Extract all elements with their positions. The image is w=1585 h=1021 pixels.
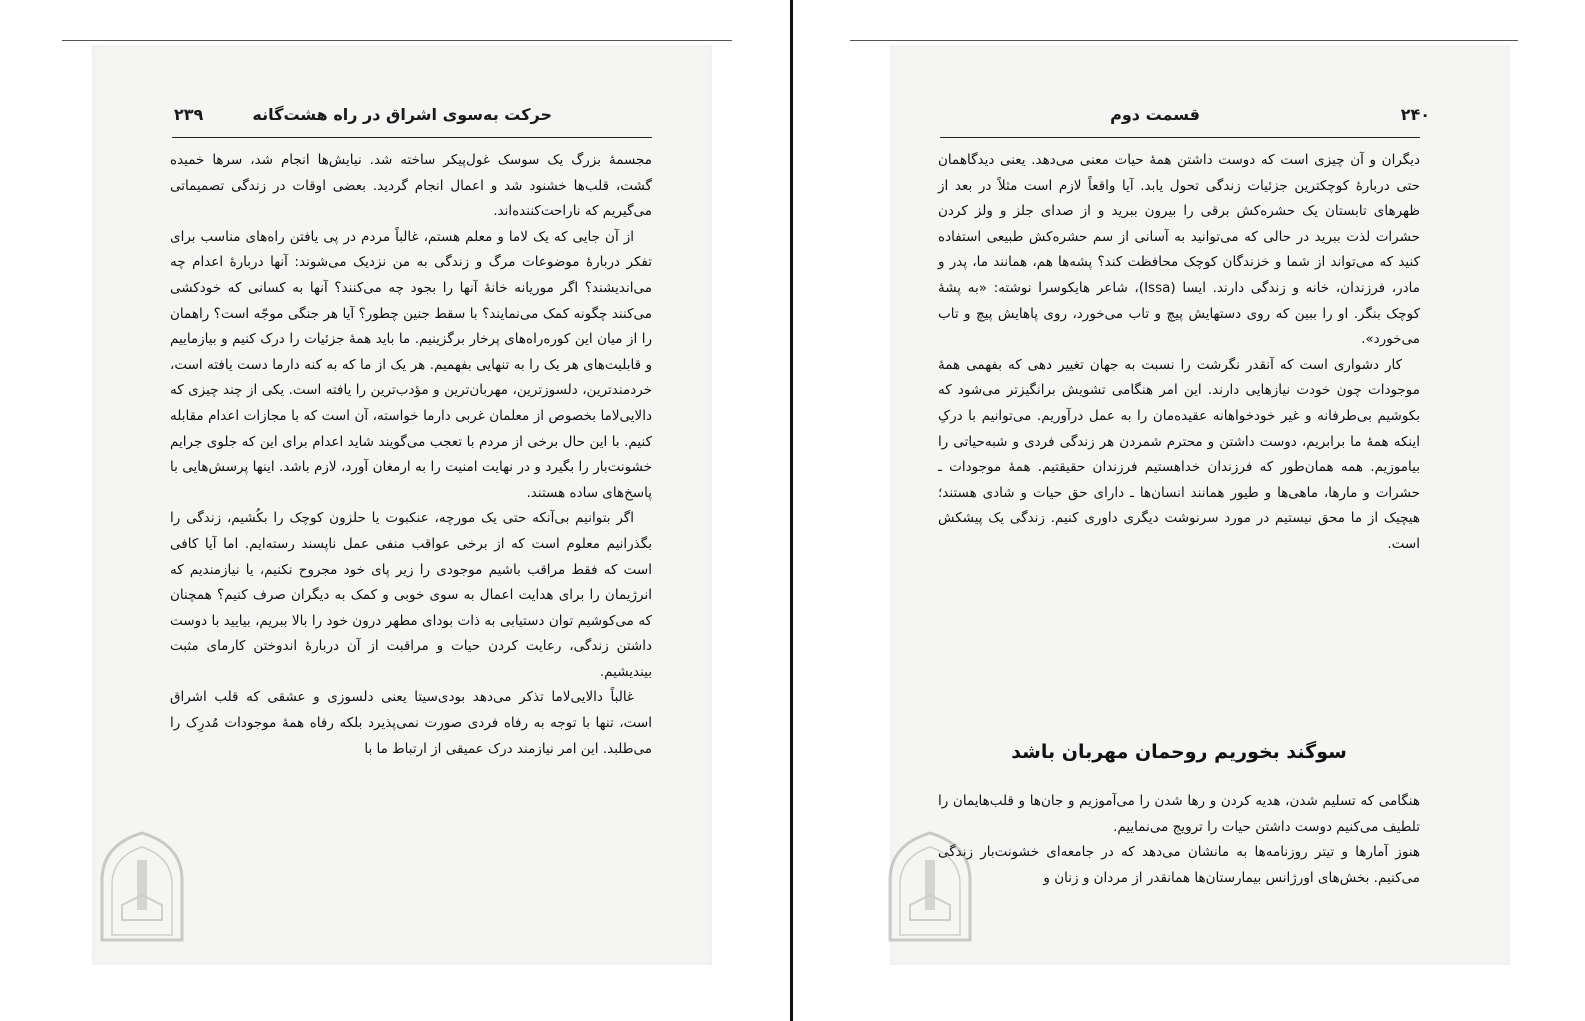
right-paragraph-2: کار دشواری است که آنقدر نگرشت را نسبت به جهان تغییر دهی که بفهمی همهٔ موجودات چون خودت نیازهایی دارند. این امر هنگامی تشویش برانگیزتر می‌شود که بکوشیم بی‌طرفانه و غیر خودخواهانه عقیده‌مان را به عمل درآوریم. می‌توانیم با درکِ اینکه همهٔ ما برابریم، دوست داشتن و محترم شمردن هر زندگی فردی و شبه‌حیاتی را بیاموزیم. همه همان‌طور که فرزندان خداهستیم فرزندان حقیقتیم. همهٔ موجودات ـ حشرات و مارها، ماهی‌ها و طیور همانند انسان‌ها ـ دارای حق حیات و شادی هستند؛ هیچیک از ما محق نیستیم در مورد سرنوشت دیگری داوری کنیم. زندگی یک پیشکش است. (938, 356, 1420, 552)
left-paragraph-4: غالباً دالایی‌لاما تذکر می‌دهد بودی‌سیتا یعنی دلسوزی و عشقی که قلب اشراق است، تنها با توجه به رفاه فردی صورت نمی‌پذیرد بلکه رفاه همهٔ موجودات مُدرِک را می‌طلبد. این امر نیازمند درک عمیقی از ارتباط ما با (170, 689, 652, 757)
left-page-title: حرکت به‌سوی اشراق در راه هشت‌گانه (252, 105, 552, 124)
right-header-rule (940, 137, 1420, 138)
right-top-rule (850, 40, 1518, 41)
left-page-number: ۲۳۹ (174, 105, 204, 124)
library-seal-watermark (92, 825, 192, 945)
right-page (890, 45, 1510, 965)
left-paragraph-1: مجسمهٔ بزرگ یک سوسک غول‌پیکر ساخته شد. نیایش‌ها انجام شد، سرها خمیده گشت، قلب‌ها خشنود شد و اعمال انجام گردید. بعضی اوقات در زندگی تصمیماتی می‌گیریم که ناراحت‌کننده‌اند. (170, 152, 652, 220)
left-page (92, 45, 712, 965)
section-body (938, 789, 1420, 891)
right-paragraph-1: دیگران و آن چیزی است که دوست داشتن همهٔ حیات معنی می‌دهد. یعنی دیدگاهمان حتی دربارهٔ کوچکترین جزئیات زندگی تحول یابد. آیا واقعاً لازم است مثلاً در بعد از ظهرهای تابستان یک حشره‌کش برقی را بیرون ببرید و از صدای جلز و ولز کردن حشرات لذت ببرید در حالی که می‌توانید به آسانی از سم حشره‌کش طبیعی استفاده کنید که می‌تواند از شما و خزندگان کوچک محافظت کند؟ پشه‌ها هم، همانند ما، پدر و مادر، فرزندان، خانه و زندگی دارند. ایسا (Issa)، شاعر هایکوسرا نوشته: «به پشهٔ کوچک بنگر. او را ببین که روی دستهایش پیچ و تاب می‌خورد، روی پاهایش پیچ و تاب می‌خورد». (938, 152, 1421, 348)
section-paragraph-1: هنگامی که تسلیم شدن، هدیه کردن و رها شدن را می‌آموزیم و جان‌ها و قلب‌هایمان را تلطیف می‌کنیم دوست داشتن حیات را ترویج می‌نماییم. (938, 793, 1420, 835)
left-paragraph-2: از آن جایی که یک لاما و معلم هستم، غالباً مردم در پی یافتن راه‌های مناسب برای تفکر دربارهٔ موضوعات مرگ و زندگی به من نزدیک می‌شوند: آنها دربارهٔ اعدام چه می‌اندیشند؟ اگر موریانه خانهٔ آنها را بجود چه می‌کنند؟ آنها به کسانی که خودکشی می‌کنند چگونه کمک می‌نمایند؟ با سقط جنین چطور؟ آیا هر جنگی موجّه است؟ راهمان را از میان این کوره‌راه‌های پرخار برگزینیم. ما باید همهٔ جزئیات را درک کنیم و بیازماییم و قابلیت‌های هر یک را به تنهایی بفهمیم. هر یک از ما که به کنه دارما دست یافته است، خردمندترین، دلسوزترین، مهربان‌ترین و مؤدب‌ترین را یافته است. یکی از چند چیزی که دالایی‌لاما بخصوص از معلمان غربی دارما خواسته، آن است که با مجازات اعدام مقابله کنیم. با این حال برخی از مردم با تعجب می‌گویند شاید اعدام برای این که جلوی جرایم خشونت‌بار را بگیرد و در نهایت امنیت را به ارمغان آورد، لازم باشد. اینها پرسش‌هایی با پاسخ‌های ساده هستند. (170, 228, 652, 501)
left-paragraph-3: اگر بتوانیم بی‌آنکه حتی یک مورچه، عنکبوت یا حلزون کوچک را بکُشیم، زندگی را بگذرانیم معلوم است که از برخی عواقب منفی عمل ناپسند رسته‌ایم. اما آیا کافی است که فقط مراقب باشیم موجودی را زیر پای خود مجروح نکنیم، یا نیازمندیم که انرژیمان را برای هدایت اعمال به سوی خوبی و کمک به دیگران صرف کنیم؟ همچنان که می‌کوشیم توان دستیابی به ذات بودای مطهر درون خود را بالا ببریم، بیایید با دوست داشتن زندگی، رعایت کردن حیات و مراقبت از آن دربارهٔ اندوختن کارمای مثبت بیندیشیم. (170, 510, 652, 680)
left-page-header (92, 103, 712, 133)
section-heading: سوگند بخوریم روحمان مهربان باشد (1011, 741, 1347, 763)
right-page-header (890, 103, 1510, 133)
right-page-body (938, 148, 1420, 558)
left-top-rule (62, 40, 732, 41)
section-paragraph-2: هنوز آمارها و تیتر روزنامه‌ها به مانشان می‌دهد که در جامعه‌ای خشونت‌بار زندگی می‌کنیم. بخش‌های اورژانس بیمارستان‌ها همانقدر از مردان و زنان و (938, 844, 1420, 886)
right-page-title: قسمت دوم (1110, 105, 1200, 124)
right-page-number: ۲۴۰ (1400, 105, 1430, 124)
library-seal-watermark (880, 825, 980, 945)
spread-divider (790, 0, 793, 1021)
left-page-body (170, 148, 652, 762)
left-header-rule (172, 137, 652, 138)
